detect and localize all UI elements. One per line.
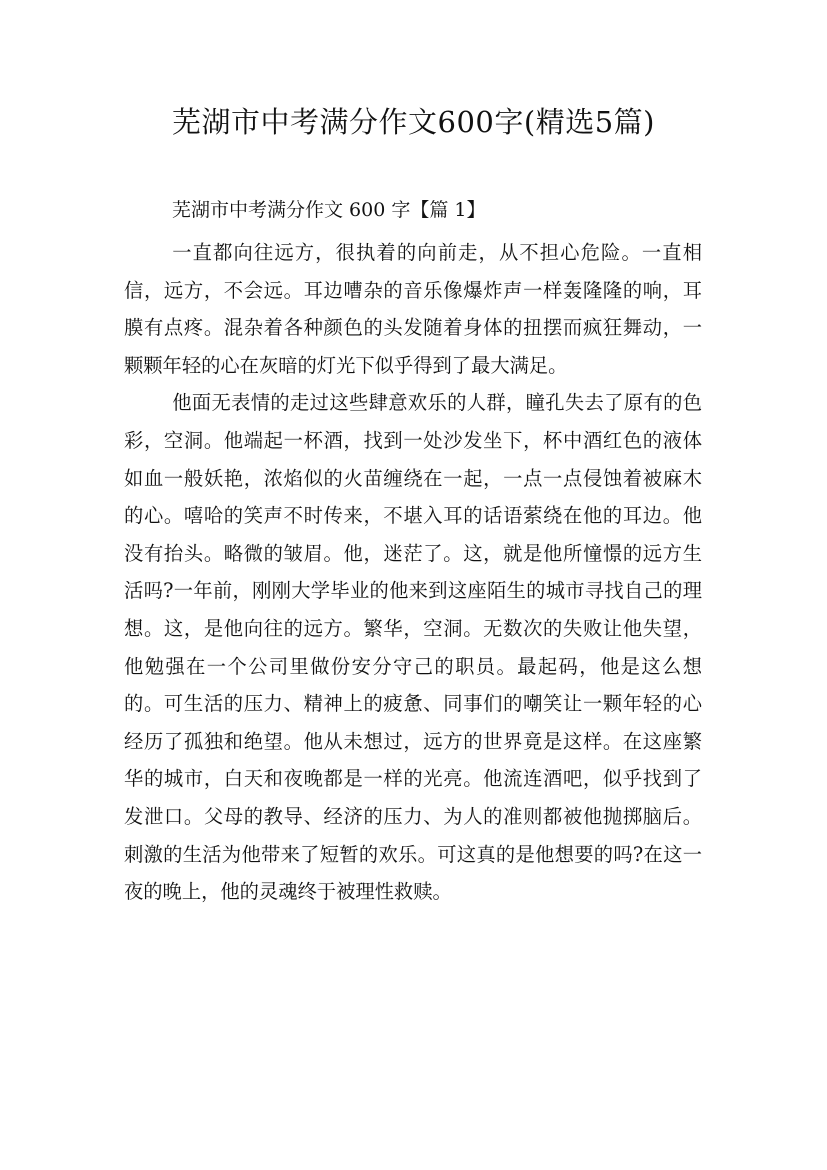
paragraph-1: 一直都向往远方，很执着的向前走，从不担心危险。一直相信，远方，不会远。耳边嘈杂的音乐像爆炸声一样轰隆隆的响，耳膜有点疼。混杂着各种颜色的头发随着身体的扭摆而疯狂舞动，一颗颗年轻的心在灰暗的灯光下似乎得到了最大满足。 xyxy=(124,241,702,377)
section-heading: 芜湖市中考满分作文 600 字【篇 1】 xyxy=(172,199,486,221)
essay-body xyxy=(124,234,702,911)
paragraph-2: 他面无表情的走过这些肆意欢乐的人群，瞳孔失去了原有的色彩，空洞。他端起一杯酒，找到一处沙发坐下，杯中酒红色的液体如血一般妖艳，浓焰似的火苗缠绕在一起，一点一点侵蚀着被麻木的心。嘻哈的笑声不时传来，不堪入耳的话语萦绕在他的耳边。他没有抬头。略微的皱眉。他，迷茫了。这，就是他所憧憬的远方生活吗?一年前，刚刚大学毕业的他来到这座陌生的城市寻找自己的理想。这，是他向往的远方。繁华，空洞。无数次的失败让他失望，他勉强在一个公司里做份安分守己的职员。最起码，他是这么想的。可生活的压力、精神上的疲惫、同事们的嘲笑让一颗年轻的心经历了孤独和绝望。他从未想过，远方的世界竟是这样。在这座繁华的城市，白天和夜晚都是一样的光亮。他流连酒吧，似乎找到了发泄口。父母的教导、经济的压力、为人的准则都被他抛掷脑后。刺激的生活为他带来了短暂的欢乐。可这真的是他想要的吗?在这一夜的晚上，他的灵魂终于被理性救赎。 xyxy=(124,391,702,904)
document-title: 芜湖市中考满分作文600字(精选5篇) xyxy=(172,105,655,139)
